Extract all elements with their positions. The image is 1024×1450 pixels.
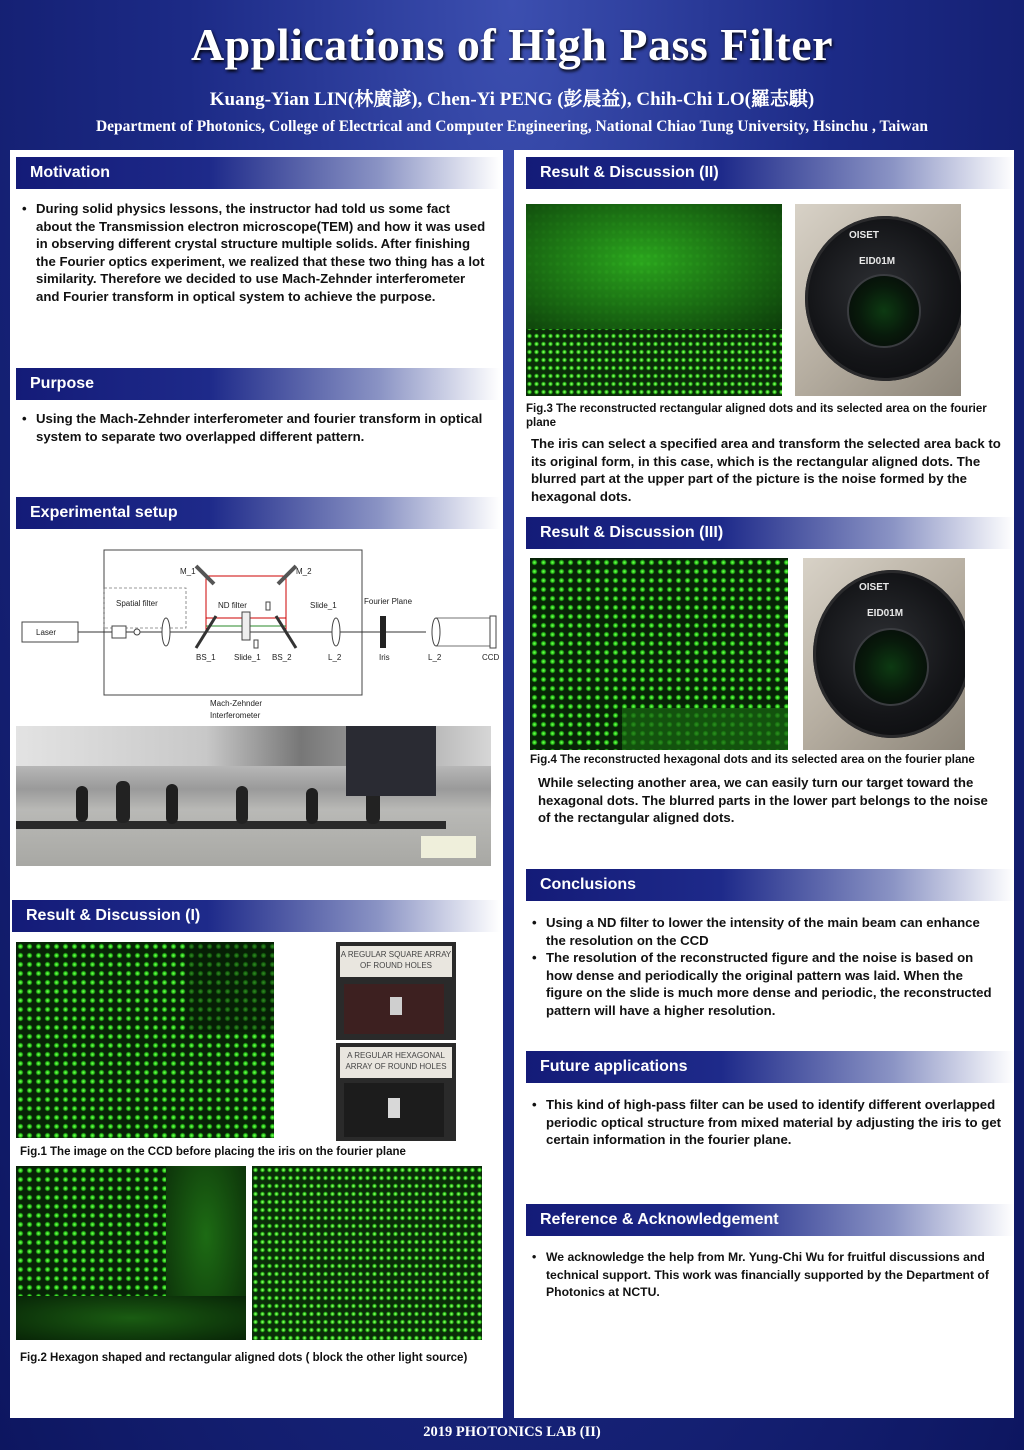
optic-mount-3 bbox=[166, 784, 178, 824]
optic-mount-5 bbox=[306, 788, 318, 824]
purpose-text: • Using the Mach-Zehnder interferometer and fourier transform in optical system to separate two overlapped different pattern. bbox=[36, 410, 488, 445]
slide-square-aperture bbox=[390, 997, 402, 1015]
slide-hex-photo bbox=[336, 1043, 456, 1141]
person-silhouette bbox=[346, 726, 436, 796]
fig4-noise-region bbox=[622, 708, 788, 750]
fig3-iris-opening bbox=[847, 274, 921, 348]
label-fourier-plane: Fourier Plane bbox=[364, 597, 413, 606]
label-nd-filter: ND filter bbox=[218, 601, 247, 610]
label-slide1-bottom: Slide_1 bbox=[234, 653, 261, 662]
conclusion-item-2: • The resolution of the reconstructed figure and the noise is based on how dense and periodically the original pattern was laid. When the figure on the slide is much more dense and periodic, the reconstructed pattern will have a higher resolution. bbox=[546, 949, 1002, 1019]
fig4-iris-photo bbox=[803, 558, 965, 750]
poster-footer: 2019 PHOTONICS LAB (II) bbox=[423, 1424, 601, 1440]
optic-mount-1 bbox=[76, 786, 88, 822]
motivation-heading: Motivation bbox=[16, 157, 500, 189]
spatial-filter-box bbox=[104, 588, 186, 628]
result3-heading: Result & Discussion (III) bbox=[526, 517, 1014, 549]
label-l2-second: L_2 bbox=[428, 653, 442, 662]
reference-heading: Reference & Acknowledgement bbox=[526, 1204, 1014, 1236]
mirror-2 bbox=[278, 566, 296, 584]
result2-heading: Result & Discussion (II) bbox=[526, 157, 1014, 189]
collimating-lens bbox=[162, 618, 170, 646]
fig1-caption: Fig.1 The image on the CCD before placing the iris on the fourier plane bbox=[20, 1146, 406, 1158]
left-column bbox=[10, 150, 503, 1418]
future-text-block bbox=[528, 1096, 1002, 1149]
purpose-text-block bbox=[18, 410, 488, 445]
imaging-lens bbox=[432, 618, 440, 646]
fig2-blocked-region-bottom bbox=[16, 1296, 246, 1340]
fig2-hexagon-image bbox=[16, 1166, 246, 1340]
result1-heading: Result & Discussion (I) bbox=[12, 900, 500, 932]
fig2-rectangular-image bbox=[252, 1166, 482, 1340]
label-slide1-top: Slide_1 bbox=[310, 601, 337, 610]
fig3-lens-model: EID01M bbox=[859, 256, 896, 267]
slide-hex-label: A REGULAR HEXAGONAL ARRAY OF ROUND HOLES bbox=[340, 1047, 452, 1078]
label-m1: M_1 bbox=[180, 567, 196, 576]
pinhole bbox=[134, 629, 140, 635]
purpose-heading: Purpose bbox=[16, 368, 500, 400]
setup-diagram bbox=[16, 548, 506, 726]
label-bs1: BS_1 bbox=[196, 653, 216, 662]
fig3-iris-lens bbox=[805, 216, 961, 381]
label-ccd: CCD bbox=[482, 653, 500, 662]
fig3-noise-region bbox=[526, 204, 782, 329]
label-spatial-filter: Spatial filter bbox=[116, 599, 158, 608]
objective-lens bbox=[112, 626, 126, 638]
future-heading: Future applications bbox=[526, 1051, 1014, 1083]
label-bs2: BS_2 bbox=[272, 653, 292, 662]
fig3-iris-photo bbox=[795, 204, 961, 396]
conclusions-heading: Conclusions bbox=[526, 869, 1014, 901]
fig3-reconstructed-image bbox=[526, 204, 782, 396]
affiliation: Department of Photonics, College of Electrical and Computer Engineering, National Chiao Tung University, Hsinchu , Taiwan bbox=[95, 118, 929, 135]
fourier-lens bbox=[332, 618, 340, 646]
result3-text: While selecting another area, we can easily turn our target toward the hexagonal dots. The blurred parts in the lower part belongs to the noise of the rectangular aligned dots. bbox=[538, 775, 988, 825]
label-iris: Iris bbox=[379, 653, 390, 662]
result2-text: The iris can select a specified area and transform the selected area back to its original form, in this case, which is the rectangular aligned dots. The blurred part at the upper part of the picture is the noise formed by the hexagonal dots. bbox=[531, 436, 1001, 504]
fig2-caption: Fig.2 Hexagon shaped and rectangular aligned dots ( block the other light source) bbox=[20, 1352, 468, 1364]
iris-aperture bbox=[380, 616, 386, 648]
fig4-lens-model: EID01M bbox=[867, 608, 904, 619]
conclusion-item-1: • Using a ND filter to lower the intensity of the main beam can enhance the resolution on the CCD bbox=[546, 914, 1002, 949]
poster-title: Applications of High Pass Filter bbox=[190, 19, 834, 70]
label-m2: M_2 bbox=[296, 567, 312, 576]
lab-photo bbox=[16, 726, 491, 866]
motivation-text: • During solid physics lessons, the instructor had told us some fact about the Transmission electron microscope(TEM) and how it was used in observing different crystal structure multiple solids. After finishing the Fourier optics experiment, we realized that these two thing has a lot similarity. Therefore we decided to use Mach-Zehnder interferometer and Fourier transform in optical system to achieve the purpose. bbox=[36, 200, 488, 305]
future-text: • This kind of high-pass filter can be used to identify different overlapped periodic optical structure from mixed material by adjusting the iris to get certain information in the fourier plane. bbox=[546, 1096, 1002, 1149]
label-l2-first: L_2 bbox=[328, 653, 342, 662]
fig4-reconstructed-image bbox=[530, 558, 788, 750]
nd-filter bbox=[242, 612, 250, 640]
conclusions-list-block bbox=[528, 914, 1002, 1019]
reference-text-block bbox=[528, 1249, 1006, 1302]
author-list: Kuang-Yian LIN(林廣諺), Chen-Yi PENG (彭晨益), Chih-Chi LO(羅志騏) bbox=[209, 89, 815, 110]
optic-mount-2 bbox=[116, 781, 130, 823]
optic-mount-4 bbox=[236, 786, 248, 824]
reference-text: • We acknowledge the help from Mr. Yung-Chi Wu for fruitful discussions and technical support. This work was financially supported by the Department of Photonics at NCTU. bbox=[546, 1249, 1006, 1302]
fig4-iris-lens bbox=[813, 570, 965, 738]
mirror-1 bbox=[196, 566, 214, 584]
slide-square-photo bbox=[336, 942, 456, 1040]
fig1-ccd-image bbox=[16, 942, 274, 1138]
fig4-iris-opening bbox=[853, 628, 929, 706]
slide-square-label: A REGULAR SQUARE ARRAY OF ROUND HOLES bbox=[340, 946, 452, 977]
right-column bbox=[514, 150, 1014, 1418]
slide-1-lower bbox=[254, 640, 258, 648]
label-mach-zehnder: Mach-Zehnder bbox=[210, 699, 263, 708]
label-laser: Laser bbox=[36, 628, 57, 637]
paper-sheet bbox=[421, 836, 476, 858]
ccd-camera bbox=[490, 616, 496, 648]
slide-1-upper bbox=[266, 602, 270, 610]
slide-hex-aperture bbox=[388, 1098, 400, 1118]
motivation-text-block bbox=[18, 200, 488, 305]
fig4-caption: Fig.4 The reconstructed hexagonal dots and its selected area on the fourier plane bbox=[530, 754, 975, 766]
optical-rail bbox=[16, 821, 446, 829]
fig3-caption: Fig.3 The reconstructed rectangular aligned dots and its selected area on the fourier plane bbox=[526, 403, 987, 429]
fig4-lens-brand: OISET bbox=[859, 582, 890, 593]
poster-header bbox=[0, 0, 1024, 148]
fig1-dim-region bbox=[186, 942, 274, 1032]
label-interferometer: Interferometer bbox=[210, 711, 261, 720]
fig3-lens-brand: OISET bbox=[849, 230, 880, 241]
interferometer-box bbox=[104, 550, 362, 695]
setup-heading: Experimental setup bbox=[16, 497, 500, 529]
